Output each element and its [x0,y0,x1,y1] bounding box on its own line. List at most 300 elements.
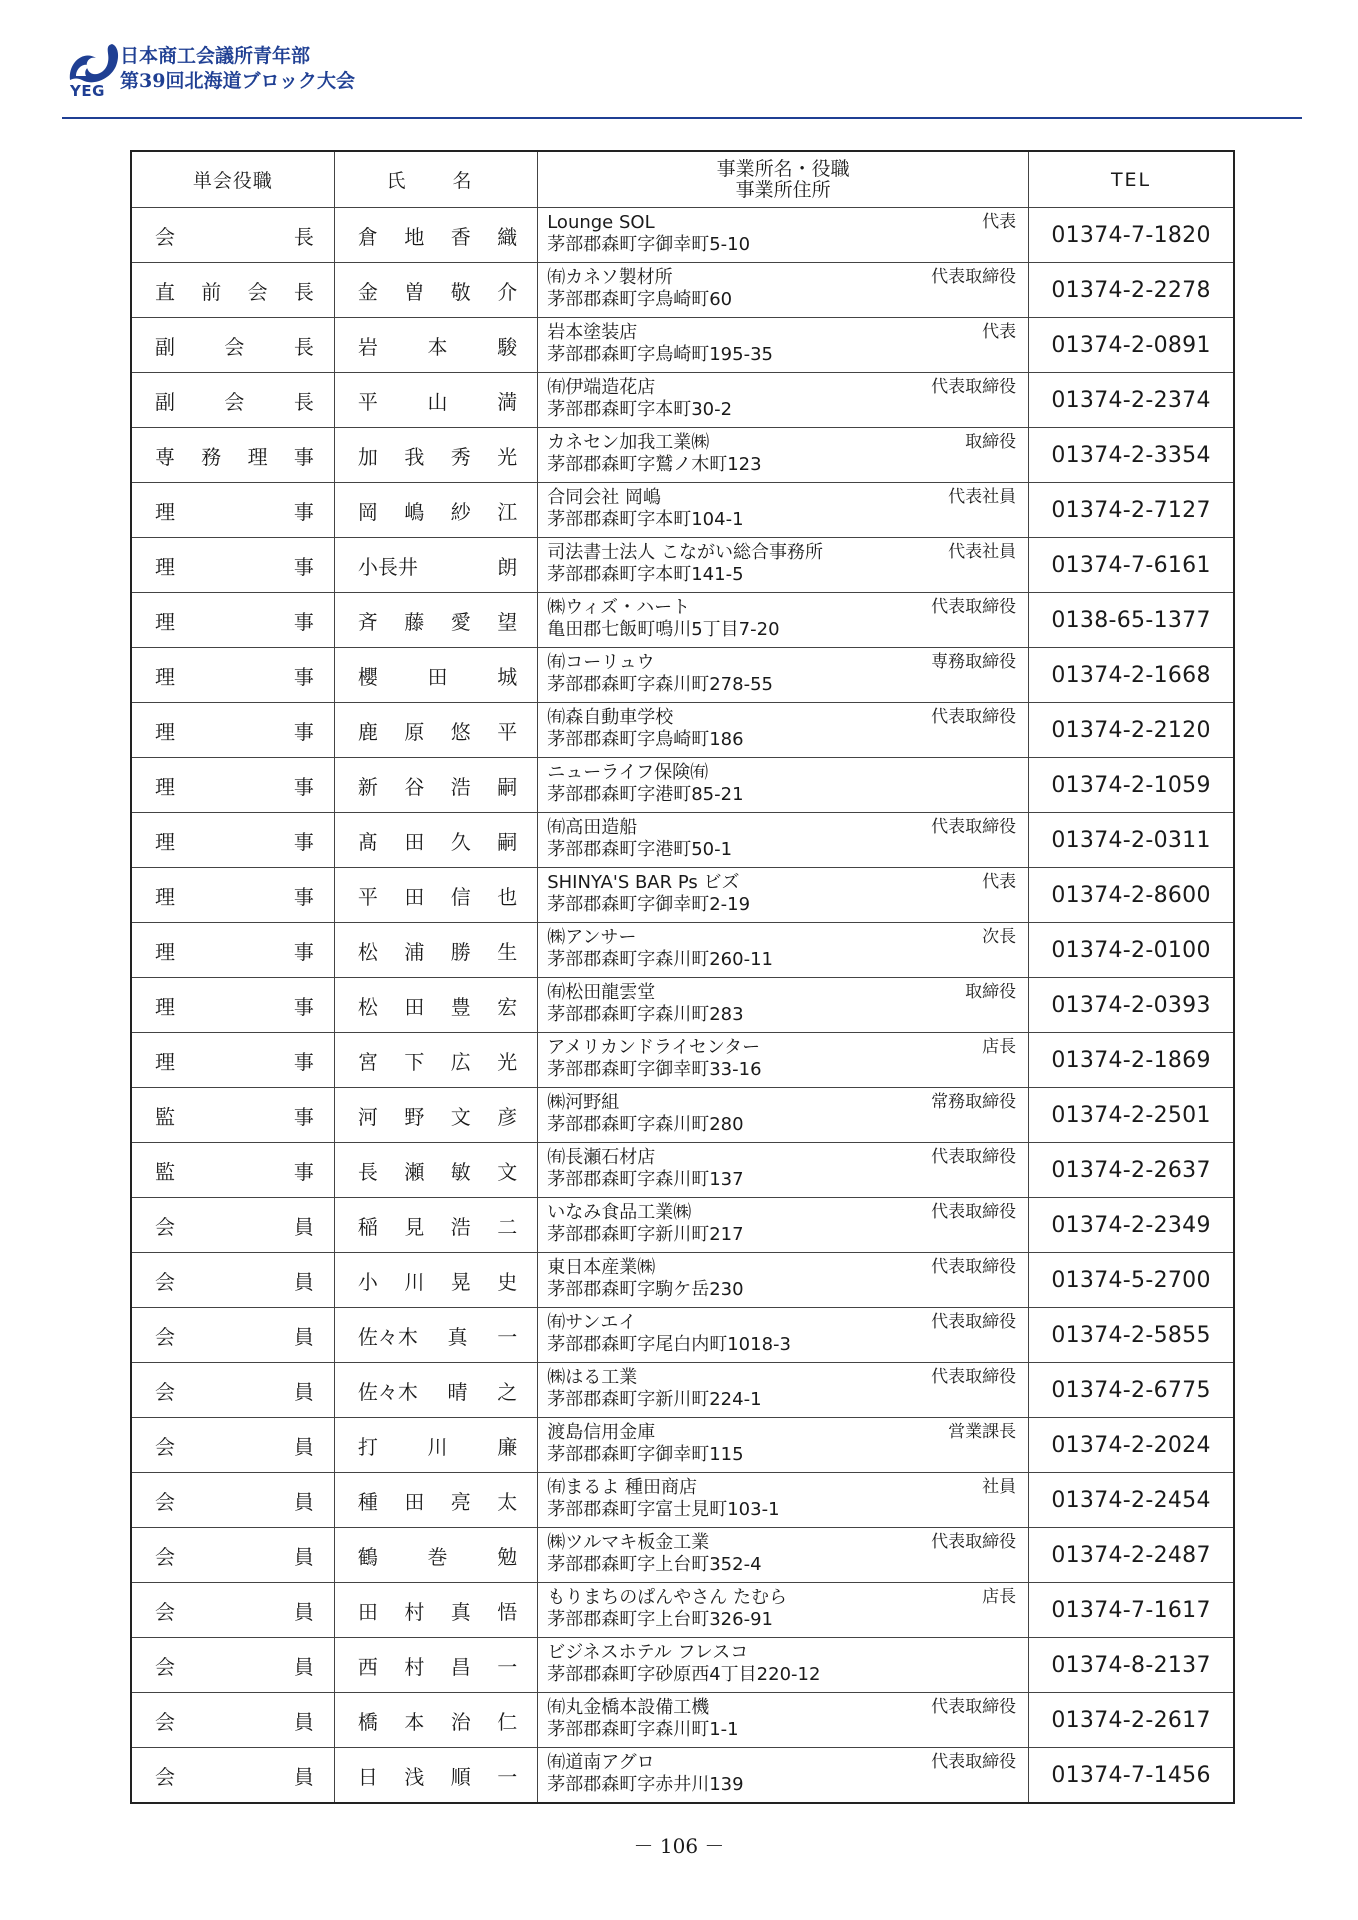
tel-cell: 0138-65-1377 [1029,593,1234,648]
role-cell-char: 員 [293,1764,314,1789]
name-cell-char: 光 [497,1049,518,1074]
tel-cell: 01374-2-1668 [1029,648,1234,703]
name-cell-char: 巻 [427,1544,448,1569]
role-cell-char: 事 [293,444,314,469]
name-cell-char: 晴 [447,1379,468,1404]
name-cell-chars [335,276,537,305]
business-cell [538,1418,1029,1473]
business-position: 代表社員 [948,542,1017,562]
role-cell-char: 事 [293,719,314,744]
name-cell-char: 昌 [450,1654,471,1679]
role-cell-char: 理 [155,609,175,634]
business-position: 代表取締役 [931,1697,1017,1717]
role-cell [131,538,334,593]
role-cell-char: 長 [293,389,314,414]
role-cell-char: 員 [293,1434,314,1459]
table-row [131,978,1234,1033]
business-address: 茅部郡森町字鳥崎町195-35 [547,344,773,365]
role-cell-chars [132,1761,334,1790]
name-cell-char: 田 [404,884,425,909]
role-cell [131,758,334,813]
business-address: 茅部郡森町字港町85-21 [547,784,744,805]
business-cell [538,1088,1029,1143]
business-address: 茅部郡森町字鷲ノ木町123 [547,454,762,475]
name-cell-char: 倉 [357,224,378,249]
name-cell-char: 仁 [497,1709,518,1734]
tel-cell: 01374-2-2374 [1029,373,1234,428]
role-cell [131,1143,334,1198]
name-cell-char: 斉 [357,609,378,634]
role-cell [131,813,334,868]
name-cell [334,428,537,483]
name-cell-char: 織 [497,224,518,249]
role-cell-char: 事 [293,994,314,1019]
name-cell-char: 香 [450,224,471,249]
role-cell [131,1253,334,1308]
role-cell-chars [132,1486,334,1515]
business-cell [538,868,1029,923]
name-cell-char: 地 [404,224,425,249]
business-info [538,1198,1028,1252]
table-row [131,703,1234,758]
business-name: ㈲伊端造花店 [547,377,656,398]
tel-cell: 01374-2-0393 [1029,978,1234,1033]
table-row [131,1418,1234,1473]
tel-cell: 01374-7-1820 [1029,208,1234,263]
role-cell-char: 事 [293,1104,314,1129]
business-address: 亀田郡七飯町鳴川5丁目7-20 [547,619,780,640]
table-header-row [131,151,1234,208]
name-cell-char: 彦 [497,1104,518,1129]
business-position: 代表取締役 [931,1532,1017,1552]
name-cell-char: 久 [450,829,471,854]
member-roster-table [130,150,1235,1804]
business-name: ニューライフ保険㈲ [547,762,709,783]
business-info [538,318,1028,372]
business-position: 代表取締役 [931,1202,1017,1222]
name-cell [334,208,537,263]
business-info [538,1033,1028,1087]
tel-cell: 01374-2-2024 [1029,1418,1234,1473]
tel-cell: 01374-2-1869 [1029,1033,1234,1088]
business-position: 代表 [982,212,1017,232]
business-position: 代表取締役 [931,267,1017,287]
business-name: ㈲コーリュウ [547,652,655,673]
business-address: 茅部郡森町字富士見町103-1 [547,1499,780,1520]
business-position: 代表社員 [948,487,1017,507]
name-cell-chars [335,1761,537,1790]
name-cell-char: 悠 [450,719,471,744]
business-name: Lounge SOL [547,212,655,233]
business-name: ㈱ツルマキ板金工業 [547,1532,710,1553]
business-address: 茅部郡森町字森川町260-11 [547,949,773,970]
business-position: 代表取締役 [931,1257,1017,1277]
name-cell-char: 秀 [450,444,471,469]
name-cell [334,1748,537,1804]
name-cell-char: 勉 [497,1544,518,1569]
name-cell-chars [335,1156,537,1185]
name-cell-chars [335,1211,537,1240]
table-row [131,1253,1234,1308]
tel-cell: 01374-2-2637 [1029,1143,1234,1198]
role-cell [131,483,334,538]
name-cell-char: 金 [357,279,378,304]
name-cell-char: 光 [497,444,518,469]
business-address: 茅部郡森町字上台町326-91 [547,1609,773,1630]
name-cell-chars [335,606,537,635]
name-cell [334,1253,537,1308]
name-cell-char: 勝 [450,939,471,964]
business-info [538,813,1028,867]
role-cell-chars [132,276,334,305]
business-name: ㈲松田龍雲堂 [547,982,656,1003]
name-cell [334,1693,537,1748]
business-cell [538,1253,1029,1308]
table-row [131,1473,1234,1528]
tel-cell: 01374-2-2454 [1029,1473,1234,1528]
table-body [131,208,1234,1804]
business-position: 代表 [982,872,1017,892]
table-row [131,868,1234,923]
business-address: 茅部郡森町字御幸町2-19 [547,894,751,915]
tel-cell: 01374-2-5855 [1029,1308,1234,1363]
role-cell-char: 専 [155,444,175,469]
name-cell-char: 山 [427,389,448,414]
name-cell-char: 紗 [450,499,471,524]
business-name: ㈲まるよ 種田商店 [547,1477,697,1498]
business-name: もりまちのぱんやさん たむら [547,1587,787,1608]
business-cell [538,1638,1029,1693]
name-cell-char: 下 [404,1049,425,1074]
name-cell-chars [335,386,537,415]
name-cell-char: 宮 [357,1049,378,1074]
name-cell-chars [335,826,537,855]
role-cell-char: 理 [155,554,175,579]
tel-cell: 01374-5-2700 [1029,1253,1234,1308]
business-cell [538,1308,1029,1363]
name-cell-char: 田 [357,1599,378,1624]
table-row [131,758,1234,813]
business-address: 茅部郡森町字御幸町33-16 [547,1059,762,1080]
name-cell [334,538,537,593]
name-cell [334,373,537,428]
tel-cell: 01374-2-0100 [1029,923,1234,978]
business-cell [538,1473,1029,1528]
business-position: 常務取締役 [931,1092,1017,1112]
name-cell-char: 長 [357,1159,378,1184]
tel-cell: 01374-2-1059 [1029,758,1234,813]
header-business-line-1: 事業所名・役職 [716,157,850,180]
name-cell-chars [335,936,537,965]
business-info [538,648,1028,702]
name-cell [334,813,537,868]
name-cell [334,593,537,648]
role-cell-char: 前 [201,279,222,304]
name-cell-char: 岡 [357,499,378,524]
role-cell-char: 員 [293,1379,314,1404]
name-cell-char: 田 [404,829,425,854]
name-cell-char: 河 [357,1104,378,1129]
role-cell-char: 員 [293,1654,314,1679]
business-address: 茅部郡森町字御幸町115 [547,1444,744,1465]
name-cell-char: 小 [357,1269,378,1294]
role-cell-char: 事 [293,774,314,799]
name-cell-char: 松 [357,994,378,1019]
name-cell-char: 髙 [357,829,378,854]
name-cell [334,923,537,978]
business-info [538,1693,1028,1747]
name-cell-char: 鹿 [357,719,378,744]
role-cell-char: 事 [293,664,314,689]
header-business-line-2: 事業所住所 [735,178,831,201]
business-address: 茅部郡森町字尾白内町1018-3 [547,1334,791,1355]
business-address: 茅部郡森町字港町50-1 [547,839,733,860]
role-cell-char: 事 [293,609,314,634]
tel-cell: 01374-2-2617 [1029,1693,1234,1748]
business-name: ㈱アンサー [547,927,637,948]
role-cell-char: 理 [155,499,175,524]
business-address: 茅部郡森町字御幸町5-10 [547,234,751,255]
name-cell-chars [335,1541,537,1570]
role-cell-chars [132,1651,334,1680]
role-cell-chars [132,1046,334,1075]
business-name: カネセン加我工業㈱ [547,432,710,453]
tel-cell: 01374-2-6775 [1029,1363,1234,1418]
role-cell-char: 員 [293,1489,314,1514]
name-cell-chars [335,1486,537,1515]
name-cell-char: 鶴 [357,1544,378,1569]
role-cell [131,1198,334,1253]
business-info [538,1143,1028,1197]
business-info [538,978,1028,1032]
name-cell-char: 一 [497,1324,518,1349]
business-name: 岩本塗装店 [547,322,638,343]
tel-cell: 01374-2-2487 [1029,1528,1234,1583]
name-cell-char: 日 [357,1764,378,1789]
table-row [131,428,1234,483]
name-cell-char: 櫻 [357,664,378,689]
name-cell-char: 亮 [450,1489,471,1514]
role-cell [131,1528,334,1583]
business-address: 茅部郡森町字新川町217 [547,1224,744,1245]
table-row [131,318,1234,373]
tel-cell: 01374-7-1617 [1029,1583,1234,1638]
name-cell-char: 史 [497,1269,518,1294]
role-cell [131,593,334,648]
business-name: ㈱河野組 [547,1092,620,1113]
role-cell-char: 員 [293,1214,314,1239]
business-cell [538,373,1029,428]
business-name: ㈲サンエイ [547,1312,637,1333]
business-cell [538,703,1029,758]
name-cell [334,703,537,758]
name-cell-chars [335,551,537,580]
name-cell-char: 太 [497,1489,518,1514]
name-cell-char: 文 [450,1104,471,1129]
role-cell-char: 会 [155,1379,175,1404]
name-cell [334,318,537,373]
name-cell-char: 谷 [404,774,425,799]
role-cell-char: 理 [155,1049,175,1074]
business-cell [538,208,1029,263]
name-cell-char: 藤 [404,609,425,634]
role-cell-char: 事 [293,829,314,854]
role-cell-char: 理 [155,939,175,964]
name-cell-char: 本 [404,1709,425,1734]
name-cell-chars [335,991,537,1020]
business-info [538,593,1028,647]
name-cell-char: 種 [357,1489,378,1514]
name-cell [334,1308,537,1363]
name-cell [334,1528,537,1583]
business-position: 社員 [982,1477,1017,1497]
name-cell-char: 佐々木 [357,1324,418,1349]
role-cell-char: 理 [155,829,175,854]
name-cell-chars [335,221,537,250]
name-cell [334,483,537,538]
role-cell [131,923,334,978]
name-cell-chars [335,1376,537,1405]
org-line-1: 日本商工会議所青年部 [120,45,311,67]
role-cell-chars [132,1156,334,1185]
business-name: 合同会社 岡嶋 [547,487,661,508]
business-position: 代表取締役 [931,1312,1017,1332]
name-cell-char: 宏 [497,994,518,1019]
business-cell [538,758,1029,813]
name-cell-char: 田 [404,1489,425,1514]
business-cell [538,1033,1029,1088]
page-header [62,40,1302,118]
name-cell-char: 平 [357,884,378,909]
name-cell [334,1033,537,1088]
business-cell [538,1583,1029,1638]
role-cell [131,868,334,923]
role-cell [131,318,334,373]
name-cell-char: 佐々木 [357,1379,418,1404]
name-cell-char: 本 [427,334,448,359]
role-cell-chars [132,1541,334,1570]
role-cell-char: 長 [293,279,314,304]
name-cell-char: 瀬 [404,1159,425,1184]
business-cell [538,1693,1029,1748]
business-info [538,428,1028,482]
name-cell-char: 岩 [357,334,378,359]
name-cell [334,1638,537,1693]
business-address: 茅部郡森町字新川町224-1 [547,1389,762,1410]
role-cell [131,648,334,703]
name-cell-char: 村 [404,1599,425,1624]
business-info [538,1088,1028,1142]
tel-cell: 01374-8-2137 [1029,1638,1234,1693]
business-info [538,1473,1028,1527]
name-cell-char: 松 [357,939,378,964]
name-cell-char: 川 [427,1434,448,1459]
name-cell-chars [335,1596,537,1625]
role-cell-chars [132,661,334,690]
tel-cell: 01374-2-2120 [1029,703,1234,758]
name-cell-char: 悟 [497,1599,518,1624]
business-position: 代表取締役 [931,1367,1017,1387]
name-cell-char: 真 [450,1599,471,1624]
header-role: 単会役職 [131,151,334,208]
role-cell-chars [132,991,334,1020]
business-position: 代表取締役 [931,377,1017,397]
name-cell-char: 広 [450,1049,471,1074]
role-cell-char: 理 [155,884,175,909]
name-cell [334,1363,537,1418]
role-cell-char: 理 [155,719,175,744]
name-cell-char: 之 [497,1379,518,1404]
role-cell [131,208,334,263]
role-cell [131,1088,334,1143]
business-address: 茅部郡森町字森川町137 [547,1169,744,1190]
business-name: ㈱はる工業 [547,1367,638,1388]
table-row [131,1638,1234,1693]
business-info [538,538,1028,592]
business-name: ㈱ウィズ・ハート [547,597,691,618]
name-cell-char: 浩 [450,1214,471,1239]
name-cell-chars [335,441,537,470]
role-cell-char: 事 [293,499,314,524]
table-row [131,648,1234,703]
business-position: 代表取締役 [931,1147,1017,1167]
business-info [538,1638,1028,1692]
role-cell-chars [132,1706,334,1735]
role-cell [131,1473,334,1528]
name-cell-char: 原 [404,719,425,744]
name-cell-chars [335,331,537,360]
name-cell-char: 田 [427,664,448,689]
role-cell-chars [132,716,334,745]
org-line-2: 第39回北海道ブロック大会 [120,70,356,92]
business-position: 代表取締役 [931,1752,1017,1772]
name-cell-chars [335,661,537,690]
table-row [131,593,1234,648]
role-cell [131,428,334,483]
name-cell-char: 文 [497,1159,518,1184]
name-cell [334,978,537,1033]
business-info [538,923,1028,977]
name-cell-char: 一 [497,1654,518,1679]
name-cell-char: 加 [357,444,378,469]
role-cell [131,1418,334,1473]
business-name: ㈲長瀬石材店 [547,1147,656,1168]
name-cell-chars [335,1266,537,1295]
business-name: いなみ食品工業㈱ [547,1202,692,1223]
business-address: 茅部郡森町字森川町280 [547,1114,744,1135]
business-name: 司法書士法人 こながい総合事務所 [547,542,823,563]
tel-cell: 01374-2-3354 [1029,428,1234,483]
organization-title [120,44,355,94]
business-info [538,208,1028,262]
role-cell-char: 会 [224,334,245,359]
name-cell [334,1583,537,1638]
role-cell-char: 員 [293,1544,314,1569]
business-info [538,1583,1028,1637]
table-row [131,1033,1234,1088]
role-cell [131,978,334,1033]
role-cell-char: 事 [293,939,314,964]
name-cell-char: 敬 [450,279,471,304]
business-name: ㈲道南アグロ [547,1752,655,1773]
role-cell-char: 理 [155,664,175,689]
business-position: 営業課長 [948,1422,1017,1442]
name-cell-char: 見 [404,1214,425,1239]
name-cell [334,1418,537,1473]
business-info [538,1528,1028,1582]
business-position: 店長 [982,1037,1017,1057]
table-row [131,1363,1234,1418]
